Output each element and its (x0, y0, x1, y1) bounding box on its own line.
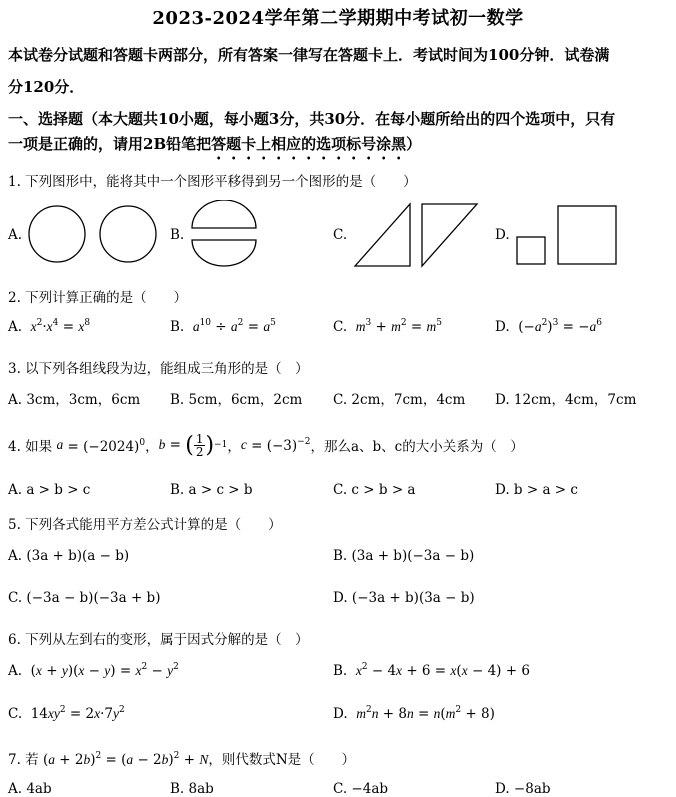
question-7-stem: 7. 若 $(a + 2b)^2 = (a - 2b)^2 + N$，则代数式N是（ ） (8, 751, 356, 768)
q1-option-a-figure (28, 204, 158, 266)
q6-option-d-label: D. (333, 706, 348, 722)
q3-option-a: A. 3cm，3cm，6cm (8, 392, 141, 408)
section-header-line-1: 一、选择题（本大题共10小题，每小题3分，共30分．在每小题所给出的四个选项中，只有 (8, 110, 616, 128)
question-3-stem: 3. 以下列各组线段为边，能组成三角形的是（ ） (8, 361, 309, 377)
q1-option-b-figure (186, 200, 264, 268)
q7-option-b: B. 8ab (170, 781, 214, 797)
q2-option-d-label: D. (495, 319, 510, 335)
q7-option-d: D. −8ab (495, 781, 551, 797)
section-header-line-2 (8, 133, 421, 163)
q4-option-b: B. a > c > b (170, 482, 253, 498)
q4-option-c: C. c > b > a (333, 482, 416, 498)
q6-option-b-label: B. (333, 663, 348, 679)
q6-option-b: B. $x^2 - 4x + 6 = x(x - 4) + 6$ (333, 662, 530, 679)
q2-option-a-label: A. (8, 319, 23, 335)
question-1-stem: 1. 下列图形中，能将其中一个图形平移得到另一个图形的是（ ） (8, 174, 417, 190)
intro-line-2: 分120分． (8, 78, 85, 96)
q5-option-b: B. (3a + b)(−3a − b) (333, 548, 475, 564)
section-header-text-c: ） (406, 135, 422, 153)
q1-option-d-figure (515, 204, 619, 268)
q7-option-a: A. 4ab (8, 781, 52, 797)
q6-option-c: C. $14xy^2 = 2x\cdot 7y^2$ (8, 705, 125, 722)
q5-option-a: A. (3a + b)(a − b) (8, 548, 130, 564)
q3-option-b: B. 5cm，6cm，2cm (170, 392, 303, 408)
section-header-text-a: 一项是正确的，请用2B铅笔把 (8, 135, 212, 153)
intro-line-1: 本试卷分试题和答题卡两部分，所有答案一律写在答题卡上．考试时间为100分钟．试卷满 (8, 46, 610, 64)
q1-option-b-label: B. (170, 227, 185, 243)
q5-option-d: D. (−3a + b)(3a − b) (333, 590, 475, 606)
q1-option-a-label: A. (8, 227, 23, 243)
question-4-stem: 4. 如果 a = $(-2024)^0$， b = ( $\frac{1}{2}$ ) −1 ， c = $(-3)^{-2}$ ，那么a、b、c的大小关系为（ ） (8, 431, 524, 459)
q2-option-b-label: B. (170, 319, 185, 335)
q3-option-c: C. 2cm，7cm，4cm (333, 392, 466, 408)
q2-option-d: D. $(-a^2)^3 = -a^6$ (495, 318, 603, 335)
q1-option-c-figure (352, 200, 482, 270)
q3-option-d: D. 12cm，4cm，7cm (495, 392, 637, 408)
q6-option-a-label: A. (8, 663, 23, 679)
q2-option-c-label: C. (333, 319, 348, 335)
question-6-stem: 6. 下列从左到右的变形，属于因式分解的是（ ） (8, 632, 309, 648)
q7-stem-tail: ，则代数式N是（ ） (208, 752, 356, 768)
q4-option-a: A. a > b > c (8, 482, 91, 498)
q6-option-d: D. $m^2n + 8n = n(m^2 + 8)$ (333, 705, 495, 722)
q4-stem-tail: ，那么a、b、c的大小关系为（ ） (310, 439, 524, 455)
question-5-stem: 5. 下列各式能用平方差公式计算的是（ ） (8, 517, 282, 533)
section-header-emphasis: 答题卡上相应的选项标号涂黑 (211, 135, 407, 153)
q5-option-c: C. (−3a − b)(−3a + b) (8, 590, 161, 606)
q7-option-c: C. −4ab (333, 781, 389, 797)
exam-title: 2023-2024学年第二学期期中考试初一数学 (152, 8, 524, 29)
q6-option-c-label: C. (8, 706, 23, 722)
q1-option-c-label: C. (333, 227, 348, 243)
q1-option-d-label: D. (495, 227, 510, 243)
q2-option-c: C. $m^3 + m^2 = m^5$ (333, 318, 442, 335)
q6-option-a: A. $(x + y)(x - y) = x^2 - y^2$ (8, 662, 179, 679)
q2-option-a: A. $x^2\cdot x^4 = x^8$ (8, 318, 91, 335)
q4-option-d: D. b > a > c (495, 482, 578, 498)
question-2-stem: 2. 下列计算正确的是（ ） (8, 290, 188, 306)
q2-option-b: B. $a^{10} \div a^2 = a^5$ (170, 318, 276, 335)
